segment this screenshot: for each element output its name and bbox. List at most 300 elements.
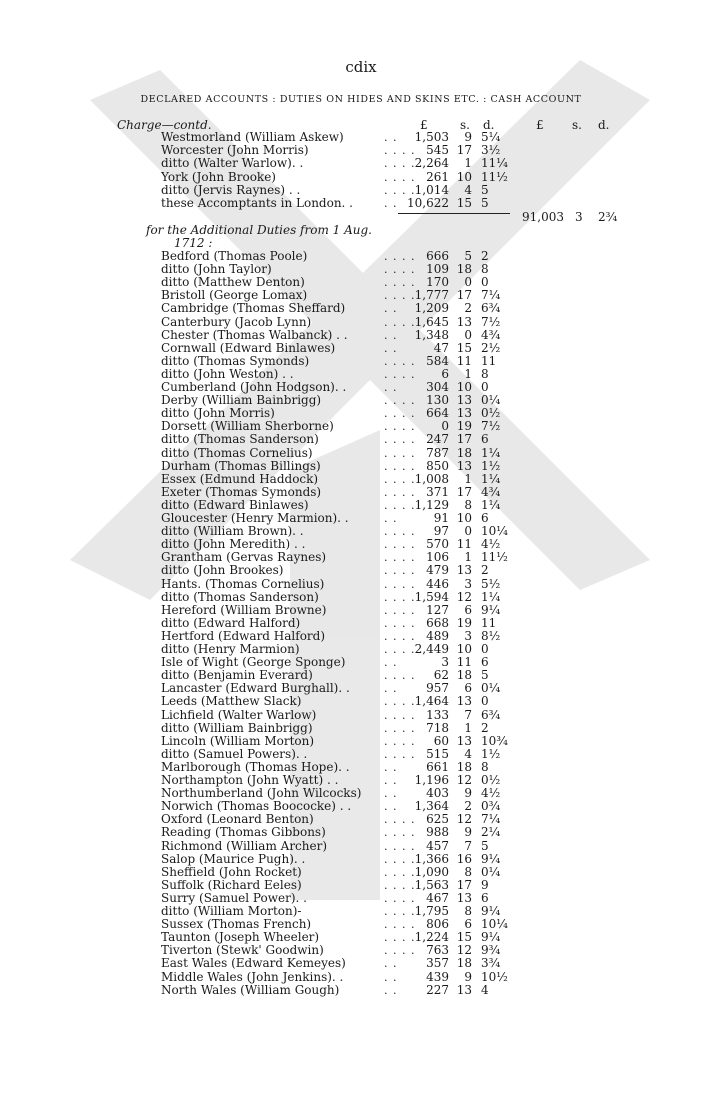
amount-pounds: 2,264	[414, 156, 449, 171]
account-row	[0, 342, 722, 355]
amount-pounds: 130	[426, 393, 449, 408]
leader-dots: . . . .	[384, 446, 416, 460]
amount-shillings: 17	[456, 143, 472, 158]
account-row	[0, 826, 722, 839]
leader-dots: . . . .	[384, 891, 416, 905]
leader-dots: . .	[384, 760, 398, 774]
leader-dots: . .	[384, 656, 398, 670]
accountant-name: Marlborough (Thomas Hope). .	[161, 759, 350, 774]
amount-pence: 0¼	[481, 393, 501, 408]
amount-shillings: 17	[456, 877, 472, 892]
amount-pence: 3½	[481, 143, 501, 158]
amount-pence: 1¼	[481, 589, 501, 604]
account-row	[0, 525, 722, 538]
accountant-name: Canterbury (Jacob Lynn)	[161, 314, 312, 329]
account-row	[0, 263, 722, 276]
account-row	[0, 381, 722, 394]
amount-pence: 11	[481, 353, 497, 368]
accountant-name: Northumberland (John Wilcocks)	[161, 786, 362, 801]
leader-dots: . .	[384, 800, 398, 814]
amount-pounds: 1,645	[414, 314, 449, 329]
amount-shillings: 13	[456, 458, 472, 473]
amount-shillings: 12	[456, 589, 472, 604]
amount-pounds: 625	[426, 812, 449, 827]
accountant-name: Norwich (Thomas Boococke) . .	[161, 799, 352, 814]
col-pence: d.	[483, 118, 495, 132]
accountant-name: ditto (Henry Marmion)	[161, 642, 300, 656]
accountant-name: Chester (Thomas Walbanck) . .	[161, 327, 348, 342]
amount-shillings: 13	[456, 982, 472, 997]
amount-pence: 1½	[481, 458, 501, 473]
amount-pence: 11¼	[481, 156, 508, 171]
leader-dots: . . . .	[384, 564, 416, 578]
amount-pence: 1¼	[481, 497, 501, 512]
leader-dots: . . . .	[384, 695, 416, 709]
subtotal-rule	[398, 213, 510, 214]
account-row	[0, 316, 722, 329]
account-row	[0, 892, 722, 905]
leader-dots: . .	[384, 512, 398, 525]
amount-pence: 4	[481, 982, 489, 997]
amount-pence: 5	[481, 668, 489, 683]
amount-pence: 5	[481, 182, 489, 197]
amount-shillings: 0	[464, 327, 472, 342]
amount-pounds: 60	[433, 733, 449, 748]
amount-shillings: 11	[456, 537, 472, 552]
account-row	[0, 853, 722, 866]
amount-pounds: 439	[426, 969, 449, 984]
amount-shillings: 8	[464, 497, 472, 512]
accountant-name: Hants. (Thomas Cornelius)	[161, 576, 325, 591]
amount-pounds: 664	[426, 406, 449, 421]
accountant-name: Essex (Edmund Haddock)	[161, 471, 319, 486]
account-row	[0, 368, 722, 381]
amount-pence: 0¼	[481, 681, 501, 696]
amount-shillings: 4	[464, 182, 472, 197]
leader-dots: . . . .	[384, 931, 416, 945]
leader-dots: . . . .	[384, 459, 416, 473]
accountant-name: Hertford (Edward Halford)	[161, 628, 326, 643]
amount-pounds: 1,777	[414, 288, 449, 303]
amount-shillings: 17	[456, 288, 472, 303]
leader-dots: . . . .	[384, 603, 416, 617]
amount-pence: 0	[481, 275, 489, 290]
amount-pence: 2¼	[481, 825, 501, 840]
leader-dots: . . . .	[384, 551, 416, 565]
leader-dots: . .	[384, 970, 398, 984]
amount-pence: 6	[481, 655, 489, 670]
leader-dots: . .	[384, 957, 398, 971]
account-row	[0, 512, 722, 525]
amount-shillings: 19	[456, 615, 472, 630]
leader-dots: . . . .	[384, 276, 416, 290]
accountant-name: ditto (William Bainbrigg)	[161, 720, 313, 735]
account-row	[0, 669, 722, 682]
amount-pounds: 62	[433, 668, 449, 683]
account-row	[0, 289, 722, 302]
amount-shillings: 2	[464, 301, 472, 316]
leader-dots: . .	[384, 328, 398, 342]
additional-duties-heading: for the Additional Duties from 1 Aug.	[146, 223, 372, 237]
account-row	[0, 250, 722, 263]
accountant-name: Lichfield (Walter Warlow)	[161, 707, 317, 722]
leader-dots: . . . .	[384, 577, 416, 591]
account-row	[0, 157, 722, 170]
leader-dots: . . . .	[384, 905, 416, 918]
amount-shillings: 17	[456, 484, 472, 499]
leader-dots: . . . .	[384, 616, 416, 630]
accountant-name: ditto (Benjamin Everard)	[161, 668, 313, 683]
amount-pounds: 457	[426, 838, 449, 853]
amount-shillings: 8	[464, 904, 472, 918]
accountant-name: Westmorland (William Askew)	[161, 130, 344, 144]
leader-dots: . . . .	[384, 170, 416, 184]
accountant-name: Taunton (Joseph Wheeler)	[161, 930, 320, 945]
leader-dots: . .	[384, 983, 398, 997]
amount-pounds: 479	[426, 563, 449, 578]
amount-pounds: 0	[441, 419, 449, 434]
account-row	[0, 918, 722, 931]
leader-dots: . .	[384, 787, 398, 801]
amount-pence: 6	[481, 511, 489, 525]
amount-shillings: 12	[456, 943, 472, 958]
leader-dots: . . . .	[384, 394, 416, 408]
amount-pounds: 806	[426, 917, 449, 932]
total-shillings: 3	[575, 210, 583, 224]
account-row	[0, 656, 722, 669]
amount-pounds: 127	[426, 602, 449, 617]
amount-shillings: 0	[464, 524, 472, 539]
leader-dots: . . . .	[384, 944, 416, 958]
account-row	[0, 604, 722, 617]
col-pounds-total: £	[536, 118, 544, 132]
accountant-name: ditto (Walter Warlow). .	[161, 156, 304, 171]
accountant-name: Surry (Samuel Power). .	[161, 890, 307, 905]
account-row	[0, 564, 722, 577]
accountant-name: ditto (Thomas Symonds)	[161, 353, 310, 368]
amount-pence: 6¾	[481, 301, 501, 316]
amount-pounds: 106	[426, 550, 449, 565]
amount-pounds: 371	[426, 484, 449, 499]
amount-shillings: 18	[456, 668, 472, 683]
amount-pounds: 787	[426, 445, 449, 460]
amount-pounds: 1,090	[414, 864, 449, 879]
amount-pence: 8½	[481, 628, 501, 643]
leader-dots: . .	[384, 682, 398, 696]
amount-shillings: 1	[464, 550, 472, 565]
account-row	[0, 302, 722, 315]
amount-pence: 1¼	[481, 471, 501, 486]
accountant-name: Northampton (John Wyatt) . .	[161, 773, 339, 787]
amount-shillings: 17	[456, 432, 472, 447]
accountant-name: Sheffield (John Rocket)	[161, 864, 302, 879]
amount-pence: 6	[481, 432, 489, 447]
amount-pounds: 261	[426, 169, 449, 184]
amount-pence: 0¼	[481, 864, 501, 879]
amount-shillings: 7	[464, 707, 472, 722]
accountant-name: North Wales (William Gough)	[161, 982, 340, 997]
amount-pence: 9¼	[481, 602, 501, 617]
account-row	[0, 197, 722, 210]
col-pounds: £	[420, 118, 428, 132]
amount-shillings: 13	[456, 733, 472, 748]
accountant-name: Oxford (Leonard Benton)	[161, 812, 314, 827]
account-row	[0, 971, 722, 984]
total-pence: 2¾	[598, 210, 618, 224]
amount-pence: 1¼	[481, 445, 501, 460]
amount-shillings: 1	[464, 471, 472, 486]
accountant-name: ditto (William Brown). .	[161, 524, 304, 539]
account-row	[0, 433, 722, 446]
amount-pence: 10¼	[481, 524, 508, 539]
amount-pounds: 3	[441, 655, 449, 670]
amount-pounds: 957	[426, 681, 449, 696]
leader-dots: . . . .	[384, 839, 416, 853]
amount-pounds: 570	[426, 537, 449, 552]
amount-shillings: 5	[464, 249, 472, 263]
leader-dots: . . . .	[384, 734, 416, 748]
accountant-name: ditto (John Brookes)	[161, 563, 284, 578]
amount-shillings: 9	[464, 825, 472, 840]
accountant-name: Exeter (Thomas Symonds)	[161, 484, 322, 499]
amount-pounds: 545	[426, 143, 449, 158]
amount-shillings: 18	[456, 956, 472, 971]
amount-pence: 11	[481, 615, 497, 630]
accountant-name: ditto (John Meredith) . .	[161, 537, 306, 552]
leader-dots: . . . .	[384, 289, 416, 303]
amount-pence: 2	[481, 720, 489, 735]
amount-pounds: 1,196	[414, 773, 449, 787]
account-row	[0, 984, 722, 997]
amount-shillings: 3	[464, 628, 472, 643]
amount-pounds: 1,129	[414, 497, 449, 512]
accountant-name: Isle of Wight (George Sponge)	[161, 655, 346, 670]
amount-pounds: 1,224	[414, 930, 449, 945]
amount-pounds: 10,622	[407, 196, 449, 210]
accountant-name: ditto (William Morton)-	[161, 904, 302, 918]
leader-dots: . . . .	[384, 354, 416, 368]
amount-pounds: 666	[426, 249, 449, 263]
amount-shillings: 15	[456, 196, 472, 210]
leader-dots: . . . .	[384, 721, 416, 735]
account-row	[0, 840, 722, 853]
leader-dots: . . . .	[384, 629, 416, 643]
amount-pounds: 2,449	[414, 642, 449, 656]
leader-dots: . . . .	[384, 643, 416, 656]
accountant-name: Leeds (Matthew Slack)	[161, 694, 302, 709]
leader-dots: . .	[384, 381, 398, 394]
amount-pounds: 1,366	[414, 851, 449, 866]
amount-pence: 9¼	[481, 851, 501, 866]
amount-pence: 0	[481, 380, 489, 394]
accountant-name: Lincoln (William Morton)	[161, 733, 315, 748]
amount-pence: 8	[481, 759, 489, 774]
amount-pounds: 133	[426, 707, 449, 722]
amount-pence: 5½	[481, 576, 501, 591]
amount-shillings: 15	[456, 340, 472, 355]
amount-pence: 5	[481, 838, 489, 853]
amount-pence: 0½	[481, 773, 501, 787]
leader-dots: . .	[384, 197, 398, 210]
account-row	[0, 617, 722, 630]
amount-shillings: 13	[456, 406, 472, 421]
account-row	[0, 420, 722, 433]
amount-shillings: 18	[456, 262, 472, 277]
accountant-name: ditto (Thomas Sanderson)	[161, 432, 319, 447]
amount-pounds: 1,348	[414, 327, 449, 342]
account-row	[0, 643, 722, 656]
amount-shillings: 1	[464, 156, 472, 171]
amount-shillings: 9	[464, 969, 472, 984]
amount-pence: 8	[481, 366, 489, 381]
account-row	[0, 761, 722, 774]
account-row	[0, 131, 722, 144]
leader-dots: . . . .	[384, 250, 416, 263]
amount-shillings: 2	[464, 799, 472, 814]
leader-dots: . . . .	[384, 538, 416, 552]
amount-pounds: 515	[426, 746, 449, 761]
amount-pounds: 489	[426, 628, 449, 643]
leader-dots: . . . .	[384, 918, 416, 932]
amount-pounds: 661	[426, 759, 449, 774]
amount-pounds: 170	[426, 275, 449, 290]
accountant-name: ditto (Matthew Denton)	[161, 275, 305, 290]
amount-pence: 7½	[481, 419, 501, 434]
amount-shillings: 1	[464, 366, 472, 381]
accountant-name: ditto (John Weston) . .	[161, 366, 294, 381]
accountant-name: York (John Brooke)	[161, 169, 276, 184]
account-row	[0, 460, 722, 473]
leader-dots: . . . .	[384, 525, 416, 539]
amount-pence: 4¾	[481, 484, 501, 499]
amount-shillings: 13	[456, 314, 472, 329]
amount-shillings: 13	[456, 393, 472, 408]
account-row	[0, 486, 722, 499]
amount-pounds: 1,209	[414, 301, 449, 316]
account-row	[0, 630, 722, 643]
account-row	[0, 551, 722, 564]
account-row	[0, 879, 722, 892]
leader-dots: . . . .	[384, 485, 416, 499]
leader-dots: . . . .	[384, 878, 416, 892]
amount-pence: 6	[481, 890, 489, 905]
col-pence-total: d.	[598, 118, 610, 132]
amount-shillings: 12	[456, 812, 472, 827]
amount-pence: 3¾	[481, 956, 501, 971]
total-pounds: 91,003	[522, 210, 564, 224]
amount-pence: 5	[481, 196, 489, 210]
amount-pounds: 763	[426, 943, 449, 958]
accountant-name: Cumberland (John Hodgson). .	[161, 380, 347, 394]
accountant-name: these Accomptants in London. .	[161, 196, 353, 210]
amount-pence: 11½	[481, 550, 508, 565]
amount-pounds: 446	[426, 576, 449, 591]
accountant-name: East Wales (Edward Kemeyes)	[161, 956, 346, 971]
account-row	[0, 499, 722, 512]
accountant-name: Durham (Thomas Billings)	[161, 458, 321, 473]
amount-pounds: 247	[426, 432, 449, 447]
amount-shillings: 0	[464, 275, 472, 290]
amount-shillings: 9	[464, 786, 472, 801]
amount-shillings: 6	[464, 602, 472, 617]
account-row	[0, 355, 722, 368]
amount-pounds: 718	[426, 720, 449, 735]
accountant-name: Cornwall (Edward Binlawes)	[161, 340, 336, 355]
amount-shillings: 13	[456, 890, 472, 905]
account-row	[0, 800, 722, 813]
running-head: DECLARED ACCOUNTS : DUTIES ON HIDES AND SKINS ETC. : CASH ACCOUNT	[140, 94, 582, 105]
account-row	[0, 931, 722, 944]
account-row	[0, 722, 722, 735]
amount-pence: 7¼	[481, 288, 501, 303]
leader-dots: . .	[384, 131, 398, 144]
amount-pence: 7½	[481, 314, 501, 329]
amount-shillings: 11	[456, 353, 472, 368]
account-row	[0, 787, 722, 800]
amount-shillings: 10	[456, 511, 472, 525]
amount-pence: 10¾	[481, 733, 508, 748]
amount-shillings: 10	[456, 642, 472, 656]
leader-dots: . . . .	[384, 157, 416, 171]
accountant-name: ditto (Samuel Powers). .	[161, 746, 308, 761]
accountant-name: Cambridge (Thomas Sheffard)	[161, 301, 346, 316]
amount-shillings: 7	[464, 838, 472, 853]
account-row	[0, 591, 722, 604]
account-row	[0, 682, 722, 695]
amount-shillings: 1	[464, 720, 472, 735]
account-row	[0, 813, 722, 826]
amount-pounds: 47	[433, 340, 449, 355]
amount-shillings: 18	[456, 445, 472, 460]
amount-pence: 4½	[481, 537, 501, 552]
leader-dots: . . . .	[384, 747, 416, 761]
account-row	[0, 774, 722, 787]
amount-shillings: 15	[456, 930, 472, 945]
amount-pounds: 584	[426, 353, 449, 368]
accountant-name: Worcester (John Morris)	[161, 143, 309, 158]
amount-shillings: 16	[456, 851, 472, 866]
leader-dots: . . . .	[384, 144, 416, 158]
accountant-name: Sussex (Thomas French)	[161, 917, 312, 932]
account-row	[0, 447, 722, 460]
amount-pence: 10¼	[481, 917, 508, 932]
accountant-name: Grantham (Gervas Raynes)	[161, 550, 327, 565]
account-row	[0, 171, 722, 184]
amount-shillings: 6	[464, 681, 472, 696]
accountant-name: ditto (Edward Halford)	[161, 615, 301, 630]
accountant-name: Reading (Thomas Gibbons)	[161, 825, 326, 840]
accountant-name: Derby (William Bainbrigg)	[161, 393, 322, 408]
leader-dots: . .	[384, 302, 398, 316]
accountant-name: Dorsett (William Sherborne)	[161, 419, 334, 434]
amount-shillings: 11	[456, 655, 472, 670]
additional-duties-year: 1712 :	[174, 236, 213, 250]
amount-pence: 11½	[481, 169, 508, 184]
account-row	[0, 709, 722, 722]
amount-pence: 4¾	[481, 327, 501, 342]
account-row	[0, 748, 722, 761]
leader-dots: . . . .	[384, 183, 416, 197]
amount-pence: 1½	[481, 746, 501, 761]
amount-pounds: 467	[426, 890, 449, 905]
amount-shillings: 10	[456, 169, 472, 184]
amount-shillings: 3	[464, 576, 472, 591]
leader-dots: . . . .	[384, 708, 416, 722]
leader-dots: . . . .	[384, 420, 416, 434]
accountant-name: ditto (Edward Binlawes)	[161, 497, 309, 512]
amount-pounds: 1,795	[414, 904, 449, 918]
amount-pounds: 1,503	[414, 130, 449, 144]
